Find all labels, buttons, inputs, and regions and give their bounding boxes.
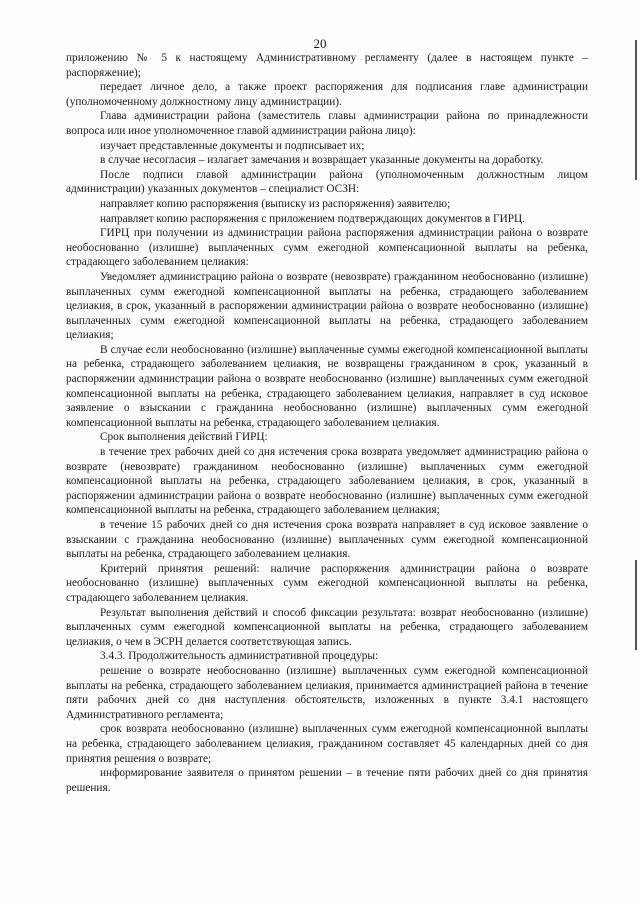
paragraph: Глава администрации района (заместитель главы администрации района по принадлежности вопроса или иное уполномоченное главой администрации района лицо): [66,110,588,137]
scan-edge-mark [635,40,637,180]
paragraph: передает личное дело, а также проект распоряжения для подписания главе администрации (уполномоченному должностному лицу администрации). [66,81,588,108]
paragraph: в течение трех рабочих дней со дня истечения срока возврата уведомляет администрацию района о возврате (невозврате) гражданином необоснованно (излишне) выплаченных сумм ежегодной компенсационной выплаты на ребенка, страдающего заболеванием целиакия, в срок, указанный в распоряжении администрации района о возврате необоснованно (излишне) выплаченных сумм ежегодной компенсационной выплаты на ребенка, страдающего заболеванием целиакия; [66,446,588,517]
page-number: 20 [313,36,327,51]
paragraph: в течение 15 рабочих дней со дня истечения срока возврата направляет в суд исковое заявление о взыскании с гражданина необоснованно (излишне) выплаченных сумм ежегодной компенсационной выплаты на ребенка, страдающего заболеванием целиакия. [66,519,588,561]
paragraph: решение о возврате необоснованно (излишне) выплаченных сумм ежегодной компенсационной выплаты на ребенка, страдающего заболеванием целиакия, принимается администрацией района в течение пяти рабочих дней со дня наступления обстоятельств, изложенных в пункте 3.4.1 настоящего Административного регламента; [66,664,588,721]
paragraph: Результат выполнения действий и способ фиксации результата: возврат необоснованно (излишне) выплаченных сумм ежегодной компенсационной выплаты на ребенка, страдающего заболеванием целиакия, о чем в ЭСРН делается соответствующая запись. [66,606,588,648]
document-body [66,51,588,795]
paragraph: ГИРЦ при получении из администрации района распоряжения администрации района о возврате необоснованно (излишне) выплаченных сумм ежегодной компенсационной выплаты на ребенка, страдающего заболеванием целиакия: [66,227,588,269]
paragraph: приложению № 5 к настоящему Административному регламенту (далее в настоящем пункте – распоряжение); [66,52,588,79]
scan-edge-mark [635,560,637,650]
paragraph: в случае несогласия – излагает замечания и возвращает указанные документы на доработку. [100,154,544,167]
paragraph: направляет копию распоряжения (выписку из распоряжения) заявителю; [100,197,451,210]
paragraph: изучает представленные документы и подписывает их; [100,139,365,152]
paragraph: направляет копию распоряжения с приложением подтверждающих документов в ГИРЦ. [100,212,526,225]
paragraph: В случае если необоснованно (излишне) выплаченные суммы ежегодной компенсационной выплаты на ребенка, страдающего заболеванием целиакия, не возвращены гражданином в срок, указанный в распоряжении администрации района о возврате необоснованно (излишне) выплаченных сумм ежегодной компенсационной выплаты на ребенка, страдающего заболеванием целиакия, направляет в суд исковое заявление о взыскании с гражданина необоснованно (излишне) выплаченных сумм ежегодной компенсационной выплаты на ребенка, страдающего заболеванием целиакия. [66,343,588,429]
paragraph: Срок выполнения действий ГИРЦ: [100,431,268,444]
paragraph: Критерий принятия решений: наличие распоряжения администрации района о возврате необоснованно (излишне) выплаченных сумм ежегодной компенсационной выплаты на ребенка, страдающего заболеванием целиакия. [66,562,588,604]
paragraph: 3.4.3. Продолжительность административной процедуры: [100,650,379,663]
paragraph: информирование заявителя о принятом решении – в течение пяти рабочих дней со дня принятия решения. [66,767,588,794]
paragraph: срок возврата необоснованно (излишне) выплаченных сумм ежегодной компенсационной выплаты на ребенка, страдающего заболеванием целиакия, гражданином составляет 45 календарных дней со дня принятия решения о возврате; [66,723,588,765]
paragraph: Уведомляет администрацию района о возврате (невозврате) гражданином необоснованно (излишне) выплаченных сумм ежегодной компенсационной выплаты на ребенка, страдающего заболеванием целиакия, в срок, указанный в распоряжении администрации района о возврате необоснованно (излишне) выплаченных сумм ежегодной компенсационной выплаты на ребенка, страдающего заболеванием целиакия; [66,270,588,342]
paragraph: После подписи главой администрации района (уполномоченным должностным лицом администрации) указанных документов – специалист ОСЗН: [66,168,588,196]
